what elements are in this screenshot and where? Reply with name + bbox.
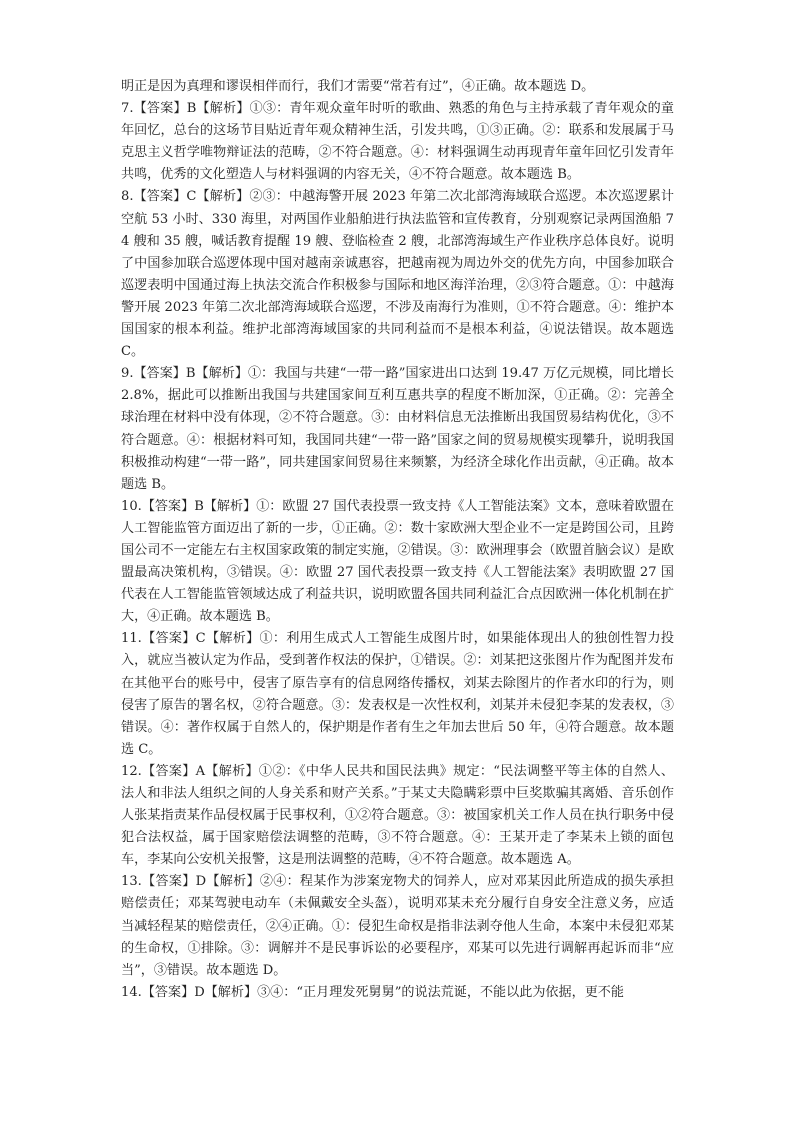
- answer-explanations: [121, 76, 674, 1004]
- answer-item-14: 14.【答案】D【解析】③④：“正月理发死舅舅”的说法荒诞，不能以此为依据，更不能: [121, 984, 624, 1000]
- answer-item-13: 13.【答案】D【解析】②④：程某作为涉案宠物犬的饲养人，应对邓某因此所造成的损失承担赔偿责任；邓某驾驶电动车（未佩戴安全头盔），说明邓某未充分履行自身安全注意义务，应适当减轻程某的赔偿责任，②④正确。①：侵犯生命权是指非法剥夺他人生命，本案中未侵犯邓某的生命权，①排除。③：调解并不是民事诉讼的必要程序，邓某可以先进行调解再起诉而非“应当”，③错误。故本题选 D。: [121, 874, 674, 978]
- answer-item-10: 10.【答案】B【解析】①：欧盟 27 国代表投票一致支持《人工智能法案》文本，意味着欧盟在人工智能监管方面迈出了新的一步，①正确。②：数十家欧洲大型企业不一定是跨国公司，且跨国公司不一定能左右主权国家政策的制定实施，②错误。③：欧洲理事会（欧盟首脑会议）是欧盟最高决策机构，③错误。④：欧盟 27 国代表投票一致支持《人工智能法案》表明欧盟 27 国代表在人工智能监管领域达成了利益共识，说明欧盟各国共同利益汇合点因欧洲一体化机制在扩大，④正确。故本题选 B。: [121, 498, 674, 625]
- answer-item-8: 8.【答案】C【解析】②③：中越海警开展 2023 年第二次北部湾海域联合巡逻。本次巡逻累计空航 53 小时、330 海里，对两国作业船舶进行执法监管和宣传教育，分别观察记录两国渔船 74 艘和 35 艘，喊话教育提醒 19 艘、登临检查 2 艘，北部湾海域生产作业秩序总体良好。说明了中国参加联合巡逻体现中国对越南亲诚惠容，把越南视为周边外交的优先方向，中国参加联合巡逻表明中国通过海上执法交流合作积极参与国际和地区海洋治理，②③符合题意。①：中越海警开展 2023 年第二次北部湾海域联合巡逻，不涉及南海行为准则，①不符合题意。④：维护本国国家的根本利益。维护北部湾海域国家的共同利益而不是根本利益，④说法错误。故本题选 C。: [121, 189, 674, 360]
- answer-item-11: 11.【答案】C【解析】①：利用生成式人工智能生成图片时，如果能体现出人的独创性智力投入，就应当被认定为作品，受到著作权法的保护，①错误。②：刘某把这张图片作为配图并发布在其他平台的账号中，侵害了原告享有的信息网络传播权，刘某去除图片的作者水印的行为，则侵害了原告的署名权，②符合题意。③：发表权是一次性权利，刘某并未侵犯李某的发表权，③错误。④：著作权属于自然人的，保护期是作者有生之年加去世后 50 年，④符合题意。故本题选 C。: [121, 631, 674, 757]
- answer-item-7: 7.【答案】B【解析】①③：青年观众童年时听的歌曲、熟悉的角色与主持承载了青年观众的童年回忆，总台的这场节目贴近青年观众精神生活，引发共鸣，①③正确。②：联系和发展属于马克思主义哲学唯物辩证法的范畴，②不符合题意。④：材料强调生动再现青年童年回忆引发青年共鸣，优秀的文化塑造人与材料强调的内容无关，④不符合题意。故本题选 B。: [121, 101, 674, 183]
- answer-item-12: 12.【答案】A【解析】①②：《中华人民共和国民法典》规定：“民法调整平等主体的自然人、法人和非法人组织之间的人身关系和财产关系。”于某丈夫隐瞒彩票中巨奖欺骗其离婚、音乐创作人张某指责某作品侵权属于民事权利，①②符合题意。③：被国家机关工作人员在执行职务中侵犯合法权益，属于国家赔偿法调整的范畴，③不符合题意。④：王某开走了李某未上锁的面包车，李某向公安机关报警，这是刑法调整的范畴，④不符合题意。故本题选 A。: [121, 763, 674, 868]
- paragraph-6-tail: 明正是因为真理和谬误相伴而行，我们才需要“常若有过”，④正确。故本题选 D。: [121, 79, 595, 94]
- answer-item-9: 9.【答案】B【解析】①：我国与共建“一带一路”国家进出口达到 19.47 万亿元规模，同比增长 2.8%，据此可以推断出我国与共建国家间互利互惠共享的程度不断加深，①正确。②：完善全球治理在材料中没有体现，②不符合题意。③：由材料信息无法推断出我国贸易结构优化，③不符合题意。④：根据材料可知，我国同共建“一带一路”国家之间的贸易规模实现攀升，说明我国积极推动构建“一带一路”，同共建国家间贸易往来频繁，为经济全球化作出贡献，④正确。故本题选 B。: [121, 366, 674, 492]
